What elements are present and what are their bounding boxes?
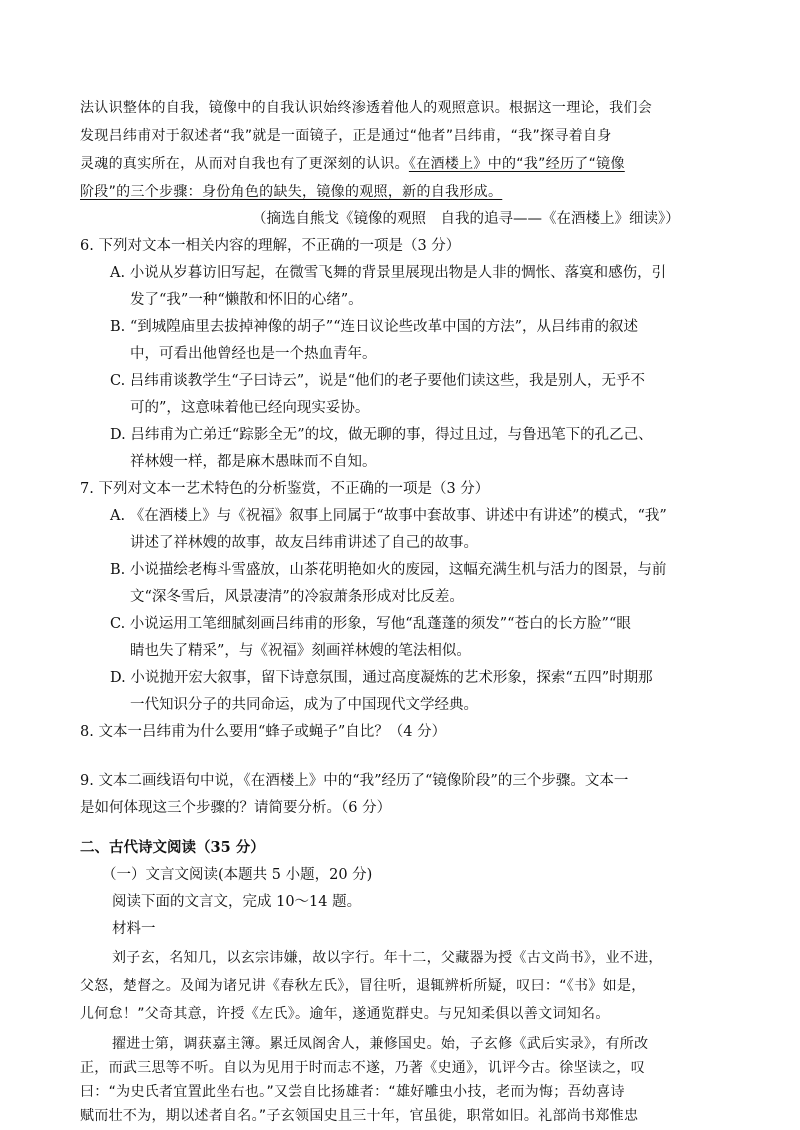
question-9-stem-cont: 是如何体现这三个步骤的？请简要分析。（6 分） bbox=[80, 800, 392, 816]
source-citation: （摘选自熊戈《镜像的观照 自我的追寻——《在酒楼上》细读》） bbox=[252, 211, 680, 227]
section-heading: 二、古代诗文阅读（35 分） bbox=[80, 839, 265, 856]
underlined-sentence: 《在酒楼上》中的“我”经历了“镜像 bbox=[408, 156, 625, 172]
question-7-option-a-cont: 讲述了祥林嫂的故事，故友吕纬甫讲述了自己的故事。 bbox=[130, 535, 478, 551]
essay-line: 法认识整体的自我，镜像中的自我认识始终渗透着他人的观照意识。根据这一理论，我们会 bbox=[80, 100, 652, 116]
question-7-option-c-cont: 睛也失了精采”，与《祝福》刻画祥林嫂的笔法相似。 bbox=[130, 643, 471, 659]
question-7-option-d-cont: 一代知识分子的共同命运，成为了中国现代文学经典。 bbox=[130, 697, 478, 713]
question-6-option-b: B. “到城隍庙里去拔掉神像的胡子”“连日议论些改革中国的方法”，从吕纬甫的叙述 bbox=[110, 319, 639, 335]
underlined-sentence: 阶段”的三个步骤：身份角色的缺失，镜像的观照，新的自我形成。 bbox=[80, 184, 503, 200]
classical-text-line: 曰：“为史氏者宜置此坐右也。”又尝自比扬雄者：“雄好雕虫小技，老而为悔；吾幼喜诗 bbox=[80, 1084, 625, 1100]
essay-text: 灵魂的真实所在，从而对自我也有了更深刻的认识。 bbox=[80, 156, 409, 172]
question-6-stem: 6. 下列对文本一相关内容的理解，不正确的一项是（3 分） bbox=[80, 238, 461, 254]
material-label: 材料一 bbox=[112, 921, 156, 937]
question-7-option-b-cont: 文“深冬雪后，风景凄清”的冷寂萧条形成对比反差。 bbox=[130, 589, 464, 605]
question-6-option-a-cont: 发了“我”一种“懒散和怀旧的心绪”。 bbox=[130, 292, 363, 308]
question-6-option-c: C. 吕纬甫谈教学生“子曰诗云”，说是“他们的老子要他们读这些，我是别人，无乎不 bbox=[110, 373, 646, 389]
question-7-option-b: B. 小说描绘老梅斗雪盛放，山茶花明艳如火的废园，这幅充满生机与活力的图景，与前 bbox=[110, 562, 667, 578]
question-7-option-a: A. 《在酒楼上》与《祝福》叙事上同属于“故事中套故事、讲述中有讲述”的模式，“我” bbox=[110, 508, 667, 524]
question-6-option-a: A. 小说从岁暮访旧写起，在微雪飞舞的背景里展现出物是人非的惆怅、落寞和感伤，引 bbox=[110, 265, 667, 281]
reading-instruction: 阅读下面的文言文，完成 10～14 题。 bbox=[112, 894, 362, 910]
question-9-stem: 9. 文本二画线语句中说，《在酒楼上》中的“我”经历了“镜像阶段”的三个步骤。文本一 bbox=[80, 773, 629, 789]
question-7-option-d: D. 小说抛开宏大叙事，留下诗意氛围，通过高度凝炼的艺术形象，探索“五四”时期那 bbox=[110, 670, 653, 686]
classical-text-line: 父怒，楚督之。及闻为诸兄讲《春秋左氏》，冒往听，退辄辨析所疑，叹曰：“《书》如是， bbox=[80, 978, 646, 994]
question-7-option-c: C. 小说运用工笔细腻刻画吕纬甫的形象，写他“乱蓬蓬的须发”“苍白的长方脸”“眼 bbox=[110, 616, 631, 632]
essay-line bbox=[80, 154, 625, 174]
classical-text-line: 赋而壮不为，期以述者自名。”子玄领国史且三十年，官虽徙，职常如旧。礼部尚书郑惟忠 bbox=[80, 1108, 639, 1124]
question-6-option-c-cont: 可的”，这意味着他已经向现实妥协。 bbox=[130, 400, 370, 416]
classical-text-line: 儿何怠！”父奇其意，许授《左氏》。逾年，遂通览群史。与兄知柔俱以善文词知名。 bbox=[80, 1006, 610, 1022]
question-7-stem: 7. 下列对文本一艺术特色的分析鉴赏，不正确的一项是（3 分） bbox=[80, 481, 490, 497]
question-6-option-d-cont: 祥林嫂一样，都是麻木愚昧而不自知。 bbox=[130, 454, 377, 470]
classical-text-line: 擢进士第，调获嘉主簿。累迁凤阁舍人，兼修国史。始，子玄修《武后实录》，有所改 bbox=[112, 1036, 649, 1052]
essay-line: 发现吕纬甫对于叙述者“我”就是一面镜子，正是通过“他者”吕纬甫，“我”探寻着自身 bbox=[80, 128, 612, 144]
classical-text-line: 刘子玄，名知几，以玄宗讳嫌，故以字行。年十二，父藏器为授《古文尚书》，业不进， bbox=[112, 950, 663, 966]
question-6-option-d: D. 吕纬甫为亡弟迁“踪影全无”的坟，做无聊的事，得过且过，与鲁迅笔下的孔乙己、 bbox=[110, 427, 653, 443]
question-6-option-b-cont: 中，可看出他曾经也是一个热血青年。 bbox=[130, 346, 377, 362]
subsection-heading: （一）文言文阅读(本题共 5 小题，20 分) bbox=[102, 867, 373, 883]
question-8-stem: 8. 文本一吕纬甫为什么要用“蜂子或蝇子”自比？（4 分） bbox=[80, 724, 447, 740]
classical-text-line: 正，而武三思等不听。自以为见用于时而志不遂，乃著《史通》，讥评今古。徐坚读之，叹 bbox=[80, 1060, 645, 1076]
